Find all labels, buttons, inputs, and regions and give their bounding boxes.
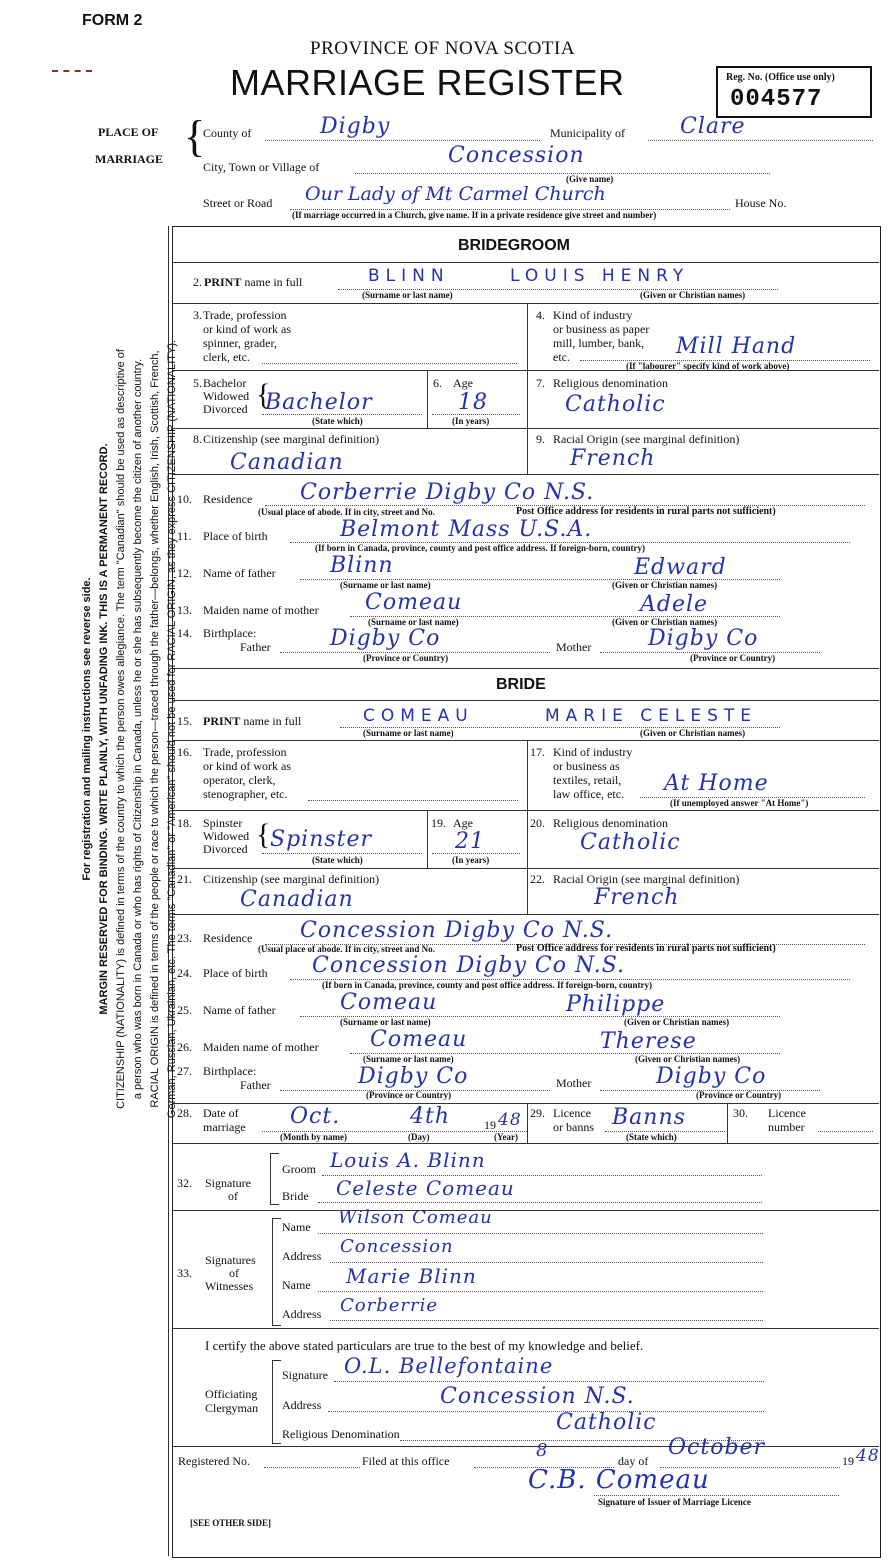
- bride-signature: Celeste Comeau: [336, 1176, 515, 1200]
- margin-line-6: German, Russian, Ukrainian, etc. The terms "Canadian" or "American" should not be used for RACIAL ORIGIN, as they express CITIZENSHIP (NATIONALITY).: [166, 339, 178, 1119]
- groom-given-names: LOUIS HENRY: [510, 266, 690, 286]
- clergyman-signature: O.L. Bellefontaine: [344, 1354, 554, 1378]
- bride-racial-origin: French: [594, 885, 680, 910]
- clergyman-denomination: Catholic: [556, 1410, 657, 1435]
- groom-mother-birthplace: Digby Co: [648, 626, 759, 651]
- bride-heading: BRIDE: [496, 676, 546, 693]
- reg-no-value: 004577: [730, 86, 823, 113]
- certify-text: I certify the above stated particulars are true to the best of my knowledge and belief.: [205, 1338, 644, 1353]
- bride-residence: Concession Digby Co N.S.: [300, 918, 614, 943]
- form-title: MARRIAGE REGISTER: [230, 62, 625, 103]
- witness1-address: Concession: [340, 1236, 454, 1257]
- bride-marital-status: Spinster: [270, 827, 373, 852]
- margin-line-5: RACIAL ORIGIN is defined in terms of the people or race to which the person—traced through the father—belongs, whether English, Irish, Scottish, French,: [149, 350, 161, 1108]
- bride-father-surname: Comeau: [340, 990, 438, 1015]
- see-other-side: [SEE OTHER SIDE]: [190, 1518, 272, 1528]
- filed-day: 8: [536, 1440, 549, 1461]
- bride-surname: COMEAU: [363, 706, 474, 726]
- filed-month: October: [668, 1435, 766, 1460]
- bride-mother-given: Therese: [600, 1029, 697, 1054]
- bride-religion: Catholic: [580, 830, 681, 855]
- groom-father-birthplace: Digby Co: [330, 626, 441, 651]
- bride-father-birthplace: Digby Co: [358, 1064, 469, 1089]
- margin-line-1: For registration and mailing instructions see reverse side.: [81, 577, 93, 881]
- street-label: Street or Road: [203, 196, 273, 210]
- county-label: County of: [203, 126, 252, 140]
- licence-or-banns: Banns: [612, 1105, 686, 1130]
- bride-father-given: Philippe: [566, 992, 666, 1017]
- city-hint: (Give name): [566, 174, 614, 184]
- groom-mother-surname: Comeau: [365, 590, 463, 615]
- bride-mother-surname: Comeau: [370, 1027, 468, 1052]
- bridegroom-heading: BRIDEGROOM: [458, 237, 570, 254]
- witness1-name: Wilson Comeau: [338, 1207, 493, 1228]
- place-label-1: PLACE OF: [98, 125, 159, 139]
- city-label: City, Town or Village of: [203, 160, 320, 174]
- reg-no-label: Reg. No. (Office use only): [726, 72, 835, 83]
- house-no-label: House No.: [735, 196, 787, 210]
- marriage-day: 4th: [410, 1104, 451, 1129]
- groom-citizenship: Canadian: [230, 450, 344, 475]
- groom-residence: Corberrie Digby Co N.S.: [300, 480, 595, 505]
- bride-citizenship: Canadian: [240, 887, 354, 912]
- clergyman-address: Concession N.S.: [440, 1384, 635, 1409]
- groom-father-surname: Blinn: [330, 553, 394, 578]
- province-heading: PROVINCE OF NOVA SCOTIA: [310, 38, 576, 59]
- margin-line-2: MARGIN RESERVED FOR BINDING. WRITE PLAINLY, WITH UNFADING INK. THIS IS A PERMANENT RECORD.: [98, 443, 110, 1015]
- city-value: Concession: [448, 143, 585, 168]
- bride-industry: At Home: [664, 771, 769, 796]
- municipality-label: Municipality of: [550, 126, 625, 140]
- municipality-value: Clare: [680, 114, 746, 139]
- witness2-address: Corberrie: [340, 1295, 439, 1316]
- witness2-name: Marie Blinn: [346, 1264, 477, 1288]
- margin-line-3: CITIZENSHIP (NATIONALITY) is defined in terms of the country to which the person owes allegiance. The term "Canadian" should be used as descriptive of: [115, 349, 127, 1109]
- marriage-month: Oct.: [290, 1104, 341, 1129]
- filed-year: 48: [856, 1446, 880, 1466]
- bride-place-of-birth: Concession Digby Co N.S.: [312, 953, 626, 978]
- street-value: Our Lady of Mt Carmel Church: [305, 183, 606, 205]
- form-number: FORM 2: [82, 12, 143, 29]
- issuer-label: Signature of Issuer of Marriage Licence: [598, 1497, 751, 1507]
- issuer-signature: C.B. Comeau: [528, 1465, 710, 1495]
- bride-mother-birthplace: Digby Co: [656, 1064, 767, 1089]
- groom-father-given: Edward: [634, 555, 727, 580]
- groom-age: 18: [458, 390, 488, 415]
- bride-print-label: PRINT name in full: [203, 714, 302, 728]
- bride-age: 21: [455, 829, 485, 854]
- groom-marital-status: Bachelor: [265, 390, 373, 415]
- margin-line-4: a person who was born in Canada or who has rights of Citizenship in Canada, unless he or she has subsequently become the citizen of another country.: [132, 358, 144, 1100]
- groom-signature: Louis A. Blinn: [330, 1148, 486, 1172]
- bride-given-names: MARIE CELESTE: [545, 706, 758, 726]
- groom-surname: BLINN: [368, 266, 450, 286]
- margin-instructions: [79, 0, 181, 1479]
- place-brace: {: [184, 112, 206, 161]
- street-hint: (If marriage occurred in a Church, give name. If in a private residence give street and number): [292, 210, 657, 220]
- marriage-year: 48: [498, 1110, 522, 1130]
- groom-religion: Catholic: [565, 392, 666, 417]
- groom-print-label: PRINT name in full: [204, 275, 303, 289]
- groom-mother-given: Adele: [640, 592, 709, 617]
- groom-place-of-birth: Belmont Mass U.S.A.: [340, 517, 593, 542]
- groom-racial-origin: French: [570, 446, 656, 471]
- county-value: Digby: [320, 114, 391, 139]
- place-label-2: MARRIAGE: [95, 152, 163, 166]
- groom-industry: Mill Hand: [676, 334, 797, 359]
